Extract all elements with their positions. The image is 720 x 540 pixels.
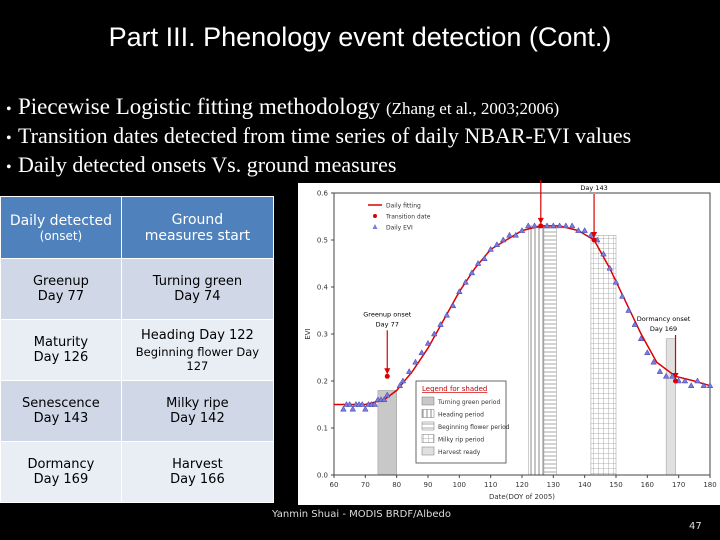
shaded-period-turning (378, 390, 397, 475)
header-ground-measures (121, 197, 273, 259)
daily-evi-point (532, 223, 538, 228)
detected-text: Senescence Day 143 (22, 396, 100, 426)
daily-evi-point (444, 312, 450, 317)
shaded-legend-label: Milky rip period (438, 436, 485, 444)
daily-evi-point (619, 293, 625, 298)
transition-day-label: Day 143 (580, 184, 608, 192)
transition-point (538, 223, 543, 228)
daily-evi-point (341, 406, 347, 411)
table-row (1, 381, 274, 442)
daily-evi-point (350, 406, 356, 411)
ground-cell (121, 381, 273, 442)
daily-evi-point (569, 223, 575, 228)
daily-evi-point (419, 350, 425, 355)
transition-arrow-head (538, 218, 544, 224)
x-tick-label: 110 (483, 481, 498, 489)
header-daily-detected-label: Daily detected (9, 212, 112, 229)
x-axis-label: Date(DOY of 2005) (489, 493, 555, 501)
detected-cell (1, 442, 122, 503)
daily-evi-point (645, 350, 651, 355)
detected-text: Dormancy Day 169 (27, 457, 95, 487)
daily-evi-point (525, 223, 531, 228)
shaded-legend-label: Beginning flower period (438, 424, 510, 431)
x-tick-label: 80 (392, 481, 402, 489)
transition-label: Dormancy onset (636, 315, 691, 323)
daily-evi-point (688, 383, 694, 388)
slide-footer: Yanmin Shuai - MODIS BRDF/Albedo (272, 509, 452, 520)
shaded-period-harvest (666, 339, 675, 475)
table-row (1, 259, 274, 320)
bullet-dot: • (6, 130, 12, 147)
legend-evi-swatch (373, 224, 378, 229)
ground-cell (121, 259, 273, 320)
bullet-onsets (6, 152, 396, 178)
x-tick-label: 70 (360, 481, 370, 489)
x-tick-label: 180 (703, 481, 717, 489)
bullet-dot: • (6, 159, 12, 176)
transition-point (592, 238, 597, 243)
table-row (1, 442, 274, 503)
y-tick-label: 0.4 (316, 283, 328, 292)
daily-evi-point (507, 232, 513, 237)
daily-evi-point (563, 223, 569, 228)
x-tick-label: 120 (515, 481, 529, 489)
shaded-legend-swatch (422, 410, 434, 418)
shaded-legend-swatch (422, 447, 434, 455)
daily-evi-point (363, 406, 369, 411)
x-tick-label: 140 (577, 481, 592, 489)
bullet-methodology-text: Piecewise Logistic fitting methodology (18, 94, 386, 119)
bullet-transition-dates (6, 123, 631, 149)
shaded-legend-swatch (422, 397, 434, 405)
header-daily-detected-sub: (onset) (39, 228, 83, 243)
detected-text: Maturity Day 126 (33, 335, 89, 365)
ground-text: Turning green Day 74 (152, 274, 243, 304)
bullet-onsets-text: Daily detected onsets Vs. ground measures (18, 152, 397, 177)
bullet-dot: • (6, 101, 12, 118)
daily-evi-point (657, 369, 663, 374)
legend-transition-label: Transition date (386, 213, 431, 221)
legend-transition-swatch (373, 214, 377, 218)
transition-label: Greenup onset (363, 310, 412, 319)
evi-chart (298, 159, 720, 505)
daily-evi-point (500, 237, 506, 242)
bullet-methodology (6, 94, 559, 120)
ground-text: Heading Day 122 (140, 327, 254, 343)
table-header-row (1, 197, 274, 259)
table-row (1, 320, 274, 381)
daily-evi-point (406, 369, 412, 374)
shaded-legend-label: Heading period (438, 411, 484, 419)
ground-extra-text: Beginning flower Day 127 (135, 344, 260, 373)
ground-cell (121, 320, 273, 381)
legend-evi-label: Daily EVI (386, 224, 413, 232)
daily-evi-point (425, 340, 431, 345)
shaded-legend-label: Harvest ready (438, 449, 481, 456)
y-tick-label: 0.1 (316, 424, 328, 433)
x-tick-label: 100 (452, 481, 467, 489)
shaded-legend-swatch (422, 422, 434, 430)
onset-comparison-table (0, 196, 274, 503)
daily-evi-point (582, 228, 588, 233)
legend-fit-label: Daily fitting (386, 202, 421, 210)
ground-text: Harvest Day 166 (170, 457, 225, 487)
daily-evi-point (695, 378, 701, 383)
shaded-legend-swatch (422, 435, 434, 443)
transition-point (385, 374, 390, 379)
header-ground-label: Ground measures start (144, 211, 251, 244)
x-tick-label: 90 (423, 481, 433, 489)
daily-evi-point (626, 308, 632, 313)
shaded-legend-title: Legend for shaded (422, 385, 488, 393)
page-number: 47 (689, 521, 702, 532)
shaded-legend-label: Turning green period (438, 399, 501, 406)
transition-day-label: Day 169 (649, 325, 678, 333)
detected-cell (1, 320, 122, 381)
x-tick-label: 130 (546, 481, 561, 489)
y-tick-label: 0.3 (316, 330, 328, 339)
transition-label: Maturity (527, 159, 555, 168)
bullet-citation: (Zhang et al., 2003;2006) (385, 99, 560, 118)
x-tick-label: 170 (671, 481, 686, 489)
transition-point (673, 379, 678, 384)
bullet-transition-text: Transition dates detected from time series of daily NBAR-EVI values (18, 123, 632, 148)
y-tick-label: 0.5 (316, 236, 328, 245)
detected-cell (1, 259, 122, 320)
slide-title: Part III. Phenology event detection (Cont.) (108, 22, 612, 52)
y-tick-label: 0.0 (316, 471, 328, 480)
ground-text: Milky ripe Day 142 (166, 396, 229, 426)
ground-cell (121, 442, 273, 503)
daily-evi-point (413, 359, 419, 364)
x-tick-label: 150 (609, 481, 623, 489)
transition-day-label: Day 126 (527, 169, 555, 178)
y-tick-label: 0.6 (316, 189, 328, 198)
evi-chart-svg (298, 159, 720, 505)
detected-text: Greenup Day 77 (32, 274, 89, 304)
shaded-period-flower (544, 226, 557, 475)
y-tick-label: 0.2 (316, 377, 328, 386)
transition-arrow-head (384, 368, 390, 374)
x-tick-label: 160 (640, 481, 655, 489)
shaded-period-milky (591, 235, 616, 475)
x-tick-label: 60 (329, 481, 339, 489)
transition-label: Senescence (574, 174, 614, 182)
y-axis-label: EVI (304, 328, 312, 340)
detected-cell (1, 381, 122, 442)
transition-day-label: Day 77 (375, 320, 399, 329)
header-daily-detected (1, 197, 122, 259)
